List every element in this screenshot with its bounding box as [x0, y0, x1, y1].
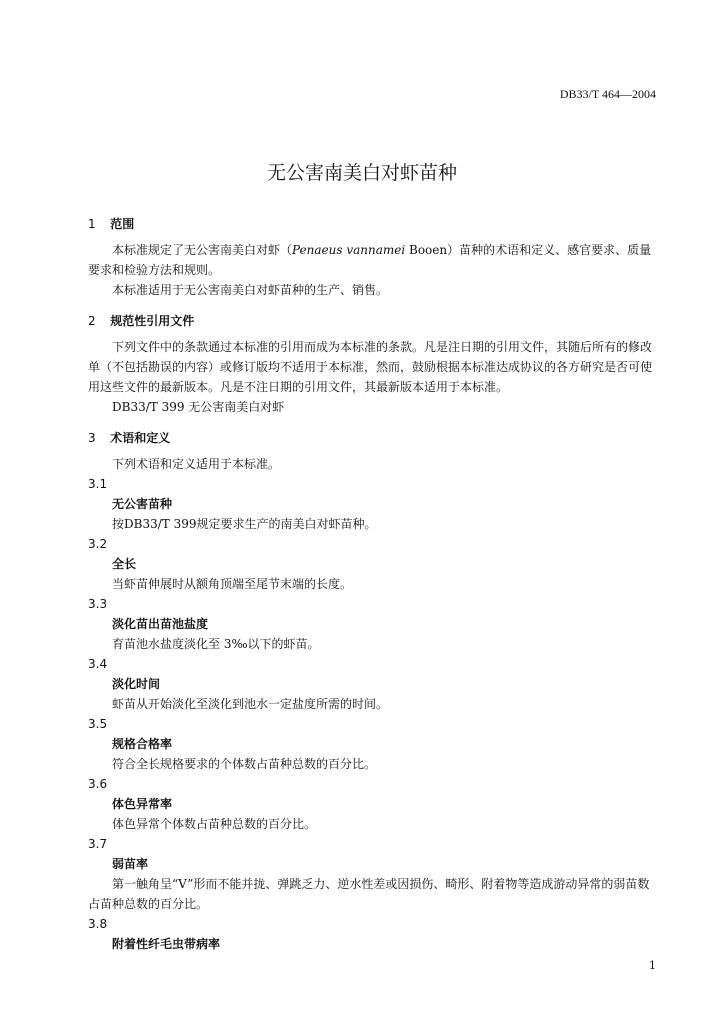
term-number: 3.3	[88, 597, 108, 611]
scope-text-b: Booen）苗种的术语和定义、感官要求、质量要求和检验方法和规则。	[88, 243, 652, 277]
term-name: 淡化苗出苗池盐度	[112, 617, 209, 631]
term-definition: 第一触角呈“V”形而不能并拢、弹跳乏力、逆水性差或因损伤、畸形、附着物等造成游动异常的弱苗数占苗种总数的百分比。	[88, 877, 650, 911]
term-number: 3.2	[88, 537, 108, 551]
section-heading-scope	[88, 215, 658, 232]
species-latin-name: Penaeus vannamei	[292, 243, 406, 257]
term-definition: 按DB33/T 399规定要求生产的南美白对虾苗种。	[112, 517, 377, 531]
term-number: 3.7	[88, 837, 108, 851]
term-name: 淡化时间	[112, 677, 161, 691]
term-definition: 符合全长规格要求的个体数占苗种总数的百分比。	[112, 757, 377, 771]
term-name: 无公害苗种	[112, 497, 173, 511]
references-paragraph: 下列文件中的条款通过本标准的引用而成为本标准的条款。凡是注日期的引用文件，其随后所有的修改单（不包括勘误的内容）或修订版均不适用于本标准，然而，鼓励根据本标准达成协议的各方研究是否可使用这些文件的最新版本。凡是不注日期的引用文件，其最新版本适用于本标准。	[88, 340, 653, 394]
term-number: 3.1	[88, 477, 108, 491]
term-name: 弱苗率	[112, 857, 149, 871]
section-title: 规范性引用文件	[110, 314, 195, 328]
term-name: 全长	[112, 557, 137, 571]
scope-text-a: 本标准规定了无公害南美白对虾（	[112, 243, 293, 257]
scope-paragraph-2: 本标准适用于无公害南美白对虾苗种的生产、销售。	[112, 283, 389, 297]
scope-paragraph-1	[88, 240, 658, 280]
term-definition: 体色异常个体数占苗种总数的百分比。	[112, 817, 317, 831]
standard-code: DB33/T 464—2004	[559, 87, 656, 101]
term-number: 3.8	[88, 917, 108, 931]
section-heading-normative-references	[88, 312, 658, 329]
term-name: 附着性纤毛虫带病率	[112, 937, 221, 951]
section-heading-terms	[88, 429, 658, 446]
reference-item: DB33/T 399 无公害南美白对虾	[112, 400, 285, 414]
term-number: 3.6	[88, 777, 108, 791]
term-name: 体色异常率	[112, 797, 173, 811]
term-definition: 育苗池水盐度淡化至 3‰以下的虾苗。	[112, 637, 320, 651]
terms-intro: 下列术语和定义适用于本标准。	[112, 457, 281, 471]
term-name: 规格合格率	[112, 737, 173, 751]
section-title: 范围	[110, 217, 135, 231]
section-number: 3	[88, 431, 96, 445]
page-number: 1	[649, 959, 656, 972]
term-number: 3.5	[88, 717, 108, 731]
document-body	[88, 215, 658, 954]
term-list	[88, 474, 658, 954]
section-number: 1	[88, 217, 96, 231]
document-title: 无公害南美白对虾苗种	[266, 162, 457, 184]
section-number: 2	[88, 314, 96, 328]
term-definition: 当虾苗伸展时从额角顶端至尾节末端的长度。	[112, 577, 353, 591]
term-number: 3.4	[88, 657, 108, 671]
section-title: 术语和定义	[110, 431, 171, 445]
term-definition: 虾苗从开始淡化至淡化到池水一定盐度所需的时间。	[112, 697, 389, 711]
